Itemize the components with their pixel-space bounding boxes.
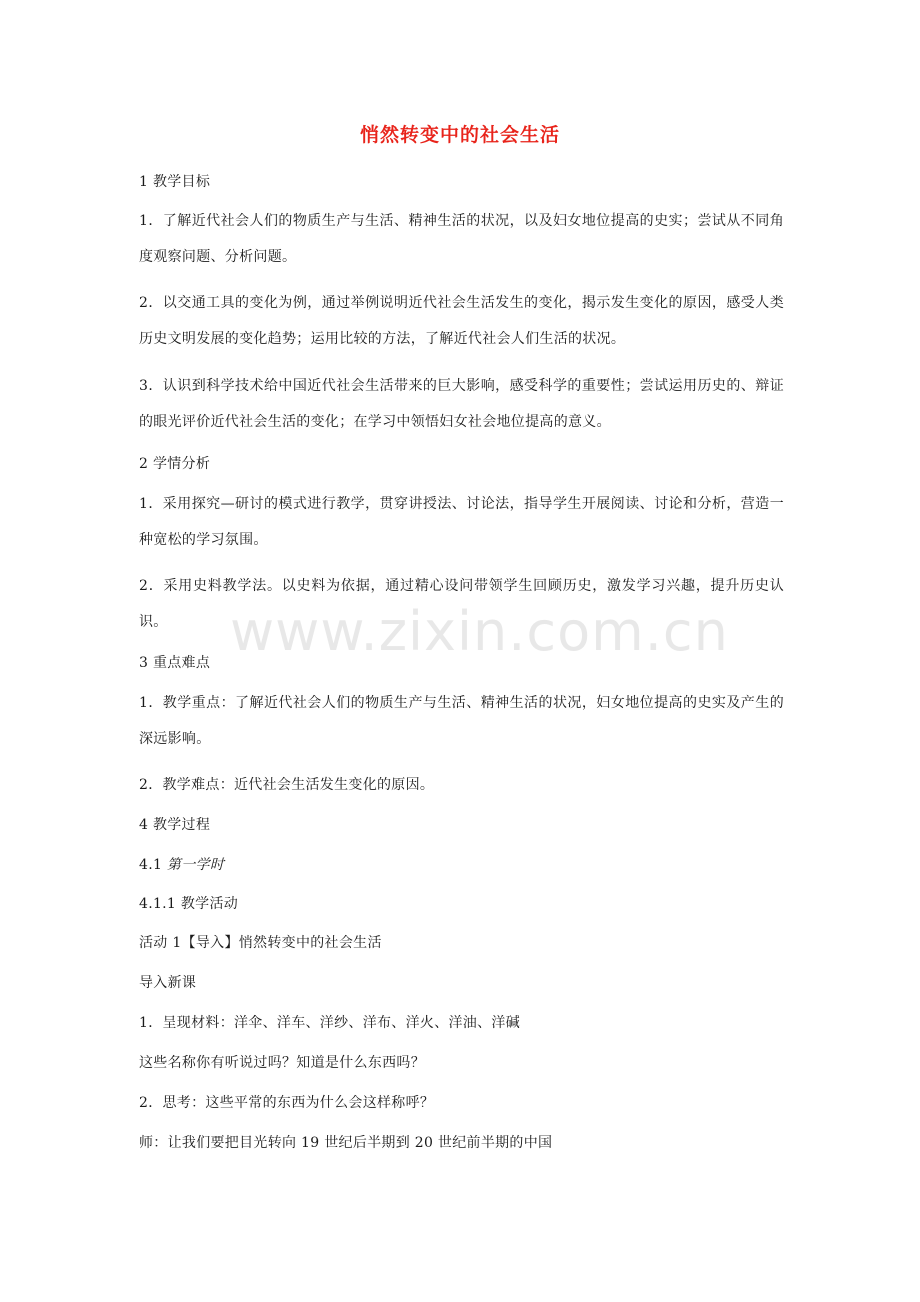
section-heading-analysis: 2 学情分析 xyxy=(139,456,211,472)
subsection-4-1-1: 4.1.1 教学活动 xyxy=(139,896,239,912)
watermark: www.zixin.com.cn xyxy=(230,600,729,663)
keypoint-item-1: 1．教学重点：了解近代社会人们的物质生产与生活、精神生活的状况，妇女地位提高的史实及产生的深远影响。 xyxy=(139,695,784,747)
section-heading-process: 4 教学过程 xyxy=(139,817,211,833)
goal-item-1: 1．了解近代社会人们的物质生产与生活、精神生活的状况，以及妇女地位提高的史实；尝试从不同角度观察问题、分析问题。 xyxy=(139,213,784,265)
subsection-4-1 xyxy=(139,847,784,883)
analysis-item-1: 1．采用探究—研讨的模式进行教学，贯穿讲授法、讨论法，指导学生开展阅读、讨论和分析，营造一种宽松的学习氛围。 xyxy=(139,496,784,548)
goal-item-2: 2．以交通工具的变化为例，通过举例说明近代社会生活发生的变化，揭示发生变化的原因，感受人类历史文明发展的变化趋势；运用比较的方法，了解近代社会人们生活的状况。 xyxy=(139,295,784,347)
intro-item-2: 2．思考：这些平常的东西为什么会这样称呼？ xyxy=(139,1095,435,1111)
section-heading-keypoints: 3 重点难点 xyxy=(139,655,211,671)
intro-question: 这些名称你有听说过吗？知道是什么东西吗？ xyxy=(139,1055,425,1071)
document-title: 悄然转变中的社会生活 xyxy=(359,124,560,146)
intro-heading: 导入新课 xyxy=(139,975,197,991)
subsection-title: 第一学时 xyxy=(166,857,225,873)
goal-item-3: 3．认识到科学技术给中国近代社会生活带来的巨大影响，感受科学的重要性；尝试运用历史的、辩证的眼光评价近代社会生活的变化；在学习中领悟妇女社会地位提高的意义。 xyxy=(139,378,784,430)
section-heading-goals: 1 教学目标 xyxy=(139,174,211,190)
intro-item-1: 1．呈现材料：洋伞、洋车、洋纱、洋布、洋火、洋油、洋碱 xyxy=(139,1015,521,1031)
activity-heading: 活动 1【导入】悄然转变中的社会生活 xyxy=(139,935,382,951)
analysis-item-2: 2．采用史料教学法。以史料为依据，通过精心设问带领学生回顾历史，激发学习兴趣，提升历史认识。 xyxy=(139,578,784,630)
keypoint-item-2: 2．教学难点：近代社会生活发生变化的原因。 xyxy=(139,777,435,793)
subsection-number: 4.1 xyxy=(139,857,167,873)
teacher-line: 师：让我们要把目光转向 19 世纪后半期到 20 世纪前半期的中国 xyxy=(139,1135,553,1151)
